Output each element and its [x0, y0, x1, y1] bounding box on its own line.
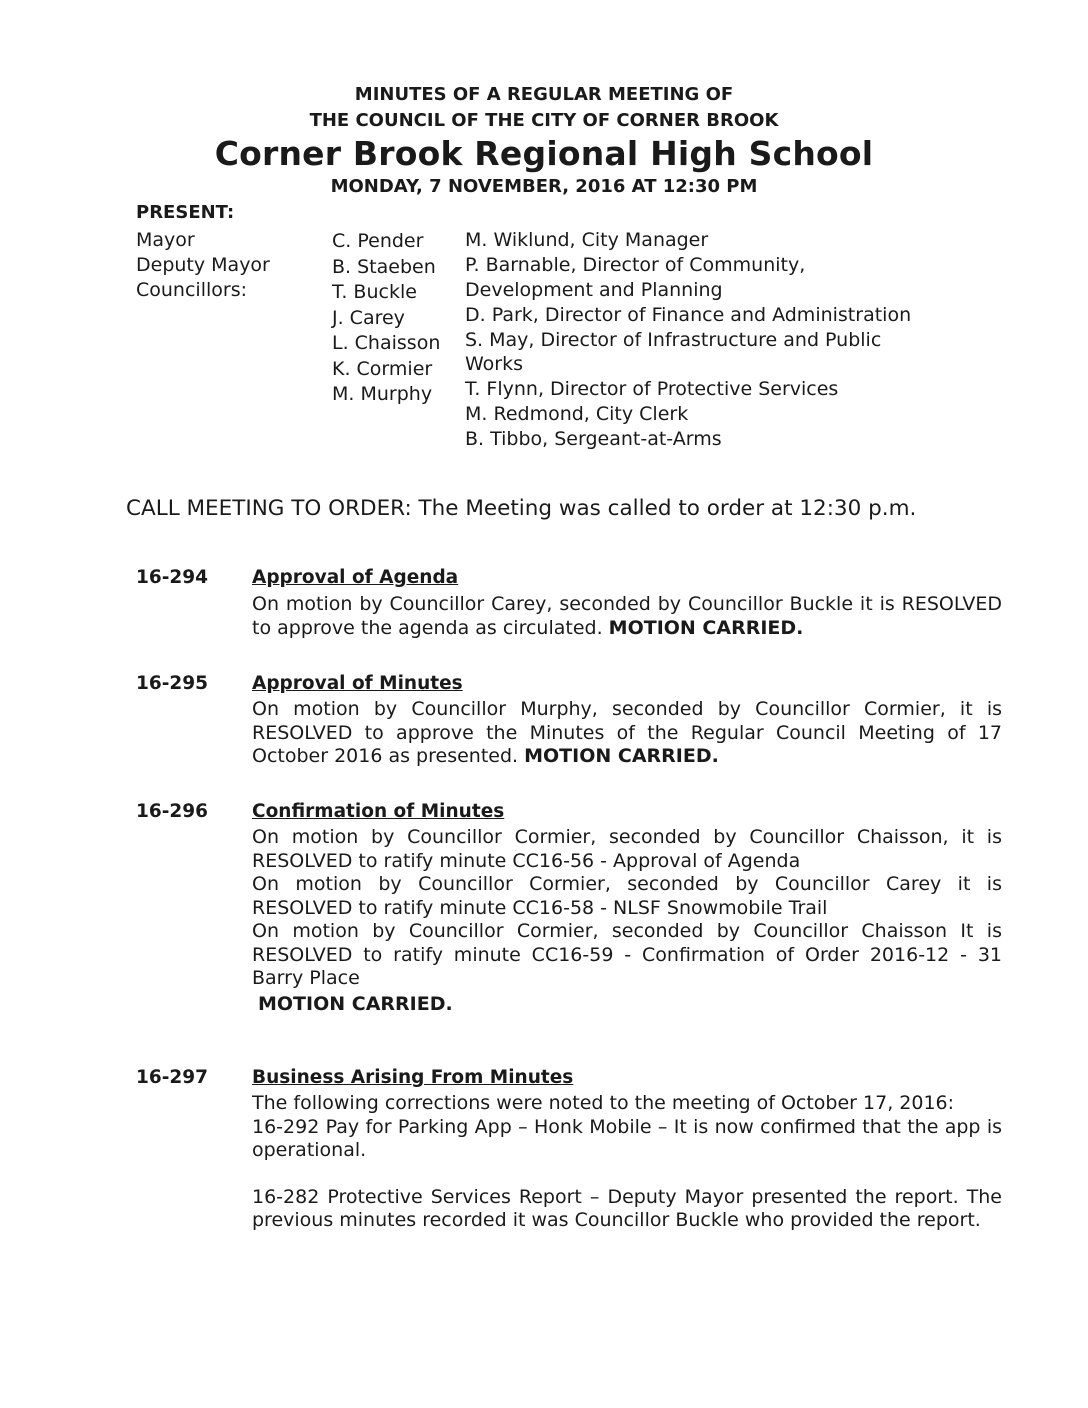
member-name: M. Murphy	[332, 383, 433, 405]
item-paragraph: 16-292 Pay for Parking App – Honk Mobile – It is now confirmed that the app is operational.	[252, 1115, 1002, 1161]
item-text: On motion by Councillor Carey, seconded by Councillor Buckle it is RESOLVED to approve the agenda as circulated.	[252, 593, 1002, 639]
paragraph-spacer	[252, 1163, 1002, 1186]
staff-line: D. Park, Director of Finance and Administration	[465, 303, 912, 326]
staff-line: M. Wiklund, City Manager	[465, 229, 709, 251]
item-title: Approval of Agenda	[252, 567, 459, 588]
present-label: PRESENT:	[136, 202, 235, 223]
item-body	[252, 826, 1002, 1016]
item-paragraph: On motion by Councillor Cormier, seconded by Councillor Chaisson, it is RESOLVED to ratify minute CC16-56 - Approval of Agenda	[252, 826, 1002, 872]
staff-line: P. Barnable, Director of Community,	[465, 253, 806, 276]
item-text: On motion by Councillor Murphy, seconded by Councillor Cormier, it is RESOLVED to approve the Minutes of the Regular Council Meeting of 17 October 2016 as presented.	[252, 698, 1002, 767]
staff-line: Development and Planning	[465, 278, 723, 301]
item-paragraph: The following corrections were noted to the meeting of October 17, 2016:	[252, 1092, 955, 1114]
meeting-location: Corner Brook Regional High School	[214, 134, 874, 173]
member-name: T. Buckle	[332, 281, 417, 303]
item-body	[252, 593, 1002, 640]
role-mayor: Mayor	[136, 229, 195, 251]
item-body	[252, 1092, 1002, 1233]
item-number: 16-294	[136, 567, 209, 588]
staff-line: Works	[465, 353, 524, 376]
present-members	[332, 229, 440, 408]
member-name: J. Carey	[332, 306, 405, 329]
call-to-order: CALL MEETING TO ORDER: The Meeting was called to order at 12:30 p.m.	[126, 496, 917, 521]
header-line-2: THE COUNCIL OF THE CITY OF CORNER BROOK	[309, 110, 779, 131]
motion-result: MOTION CARRIED.	[258, 992, 453, 1015]
role-deputy-mayor: Deputy Mayor	[136, 254, 270, 276]
item-number: 16-296	[136, 801, 209, 822]
member-name: B. Staeben	[332, 255, 436, 278]
member-name: K. Cormier	[332, 357, 433, 380]
staff-line: T. Flynn, Director of Protective Services	[465, 378, 839, 401]
item-paragraph: On motion by Councillor Cormier, seconded by Councillor Carey it is RESOLVED to ratify minute CC16-58 - NLSF Snowmobile Trail	[252, 873, 1002, 919]
item-paragraph: 16-282 Protective Services Report – Deputy Mayor presented the report. The previous minutes recorded it was Councillor Buckle who provided the report.	[252, 1185, 1002, 1231]
staff-line: S. May, Director of Infrastructure and Public	[465, 328, 882, 351]
header-line-1: MINUTES OF A REGULAR MEETING OF	[354, 84, 734, 105]
item-title: Confirmation of Minutes	[252, 801, 505, 822]
motion-result: MOTION CARRIED.	[524, 745, 719, 767]
member-name: L. Chaisson	[332, 332, 441, 354]
item-number: 16-297	[136, 1067, 209, 1088]
item-title: Business Arising From Minutes	[252, 1067, 574, 1088]
item-number: 16-295	[136, 673, 209, 694]
present-roles	[136, 228, 270, 303]
staff-line: B. Tibbo, Sergeant-at-Arms	[465, 428, 722, 451]
present-staff	[465, 228, 911, 452]
role-councillors: Councillors:	[136, 279, 247, 301]
meeting-date: MONDAY, 7 NOVEMBER, 2016 AT 12:30 PM	[330, 176, 758, 197]
item-title: Approval of Minutes	[252, 673, 463, 694]
staff-line: M. Redmond, City Clerk	[465, 403, 689, 426]
member-name: C. Pender	[332, 230, 424, 252]
item-body	[252, 698, 1002, 769]
motion-result: MOTION CARRIED.	[608, 616, 804, 639]
item-paragraph: On motion by Councillor Cormier, seconded by Councillor Chaisson It is RESOLVED to ratify minute CC16-59 - Confirmation of Order 2016-12 - 31 Barry Place	[252, 920, 1002, 989]
